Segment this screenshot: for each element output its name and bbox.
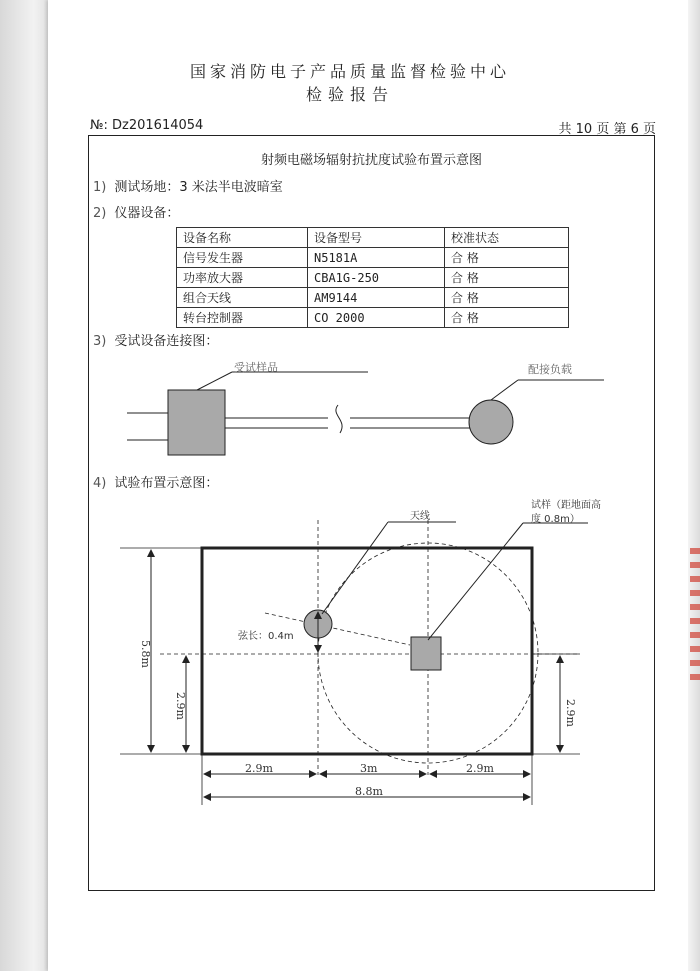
dim-half-height-left-label: 2.9m: [174, 692, 187, 720]
table-cell: CO 2000: [308, 308, 445, 328]
eut-label: 受试样品: [234, 361, 278, 374]
table-cell: CBA1G-250: [308, 268, 445, 288]
column-header: 设备型号: [308, 228, 445, 248]
load-leader-diagonal: [491, 380, 518, 400]
section-title: 射频电磁场辐射抗扰度试验布置示意图: [260, 153, 482, 168]
load-circle: [469, 400, 513, 444]
organization-name: 国家消防电子产品质量监督检验中心: [189, 62, 510, 81]
dim-width-middle-label: 3m: [360, 762, 378, 775]
antenna-leader-diagonal: [322, 522, 388, 614]
table-cell: 功率放大器: [177, 268, 308, 288]
column-header: 设备名称: [177, 228, 308, 248]
sample-leader-diagonal: [428, 523, 523, 640]
table-cell: 组合天线: [177, 288, 308, 308]
chamber-outline: [202, 548, 532, 754]
dim-width-left-label: 2.9m: [245, 762, 273, 775]
column-header: 校准状态: [445, 228, 569, 248]
table-cell: 信号发生器: [177, 248, 308, 268]
sample-label-line2: 度 0.8m）: [531, 514, 580, 525]
item-text: 受试设备连接图：: [114, 334, 219, 349]
item-number: 3): [93, 334, 107, 349]
item-text: 仪器设备：: [114, 206, 180, 221]
eut-box: [168, 390, 225, 455]
table-cell: 合 格: [445, 288, 569, 308]
item-number: 1): [93, 180, 107, 195]
table-cell: 转台控制器: [177, 308, 308, 328]
layout-diagram: [120, 520, 588, 805]
table-cell: N5181A: [308, 248, 445, 268]
item-number: 4): [93, 476, 107, 491]
report-number: №: Dz201614054: [90, 118, 204, 133]
dim-width-right-label: 2.9m: [466, 762, 494, 775]
table-cell: AM9144: [308, 288, 445, 308]
item-text: 测试场地：3 米法半电波暗室: [114, 180, 283, 195]
table-cell: 合 格: [445, 248, 569, 268]
table-cell: 合 格: [445, 308, 569, 328]
item-text: 试验布置示意图：: [114, 476, 219, 491]
report-type-title: 检验报告: [305, 85, 394, 104]
table-cell: 合 格: [445, 268, 569, 288]
sample-box: [411, 637, 441, 670]
dim-half-height-right-label: 2.9m: [564, 699, 577, 727]
load-label: 配接负载: [528, 363, 572, 376]
dim-total-width-label: 8.8m: [355, 785, 383, 798]
connection-diagram: [127, 372, 604, 455]
sample-label-line1: 试样（距地面高: [531, 500, 601, 511]
item-number: 2): [93, 206, 107, 221]
antenna-label: 天线: [410, 511, 430, 522]
chord-length-label: 弦长：0.4m: [238, 631, 294, 642]
dim-height-label: 5.8m: [139, 640, 152, 668]
cable-break-symbol: [336, 405, 342, 433]
page-info: 共 10 页 第 6 页: [558, 122, 656, 137]
eut-leader-diagonal: [197, 372, 232, 390]
